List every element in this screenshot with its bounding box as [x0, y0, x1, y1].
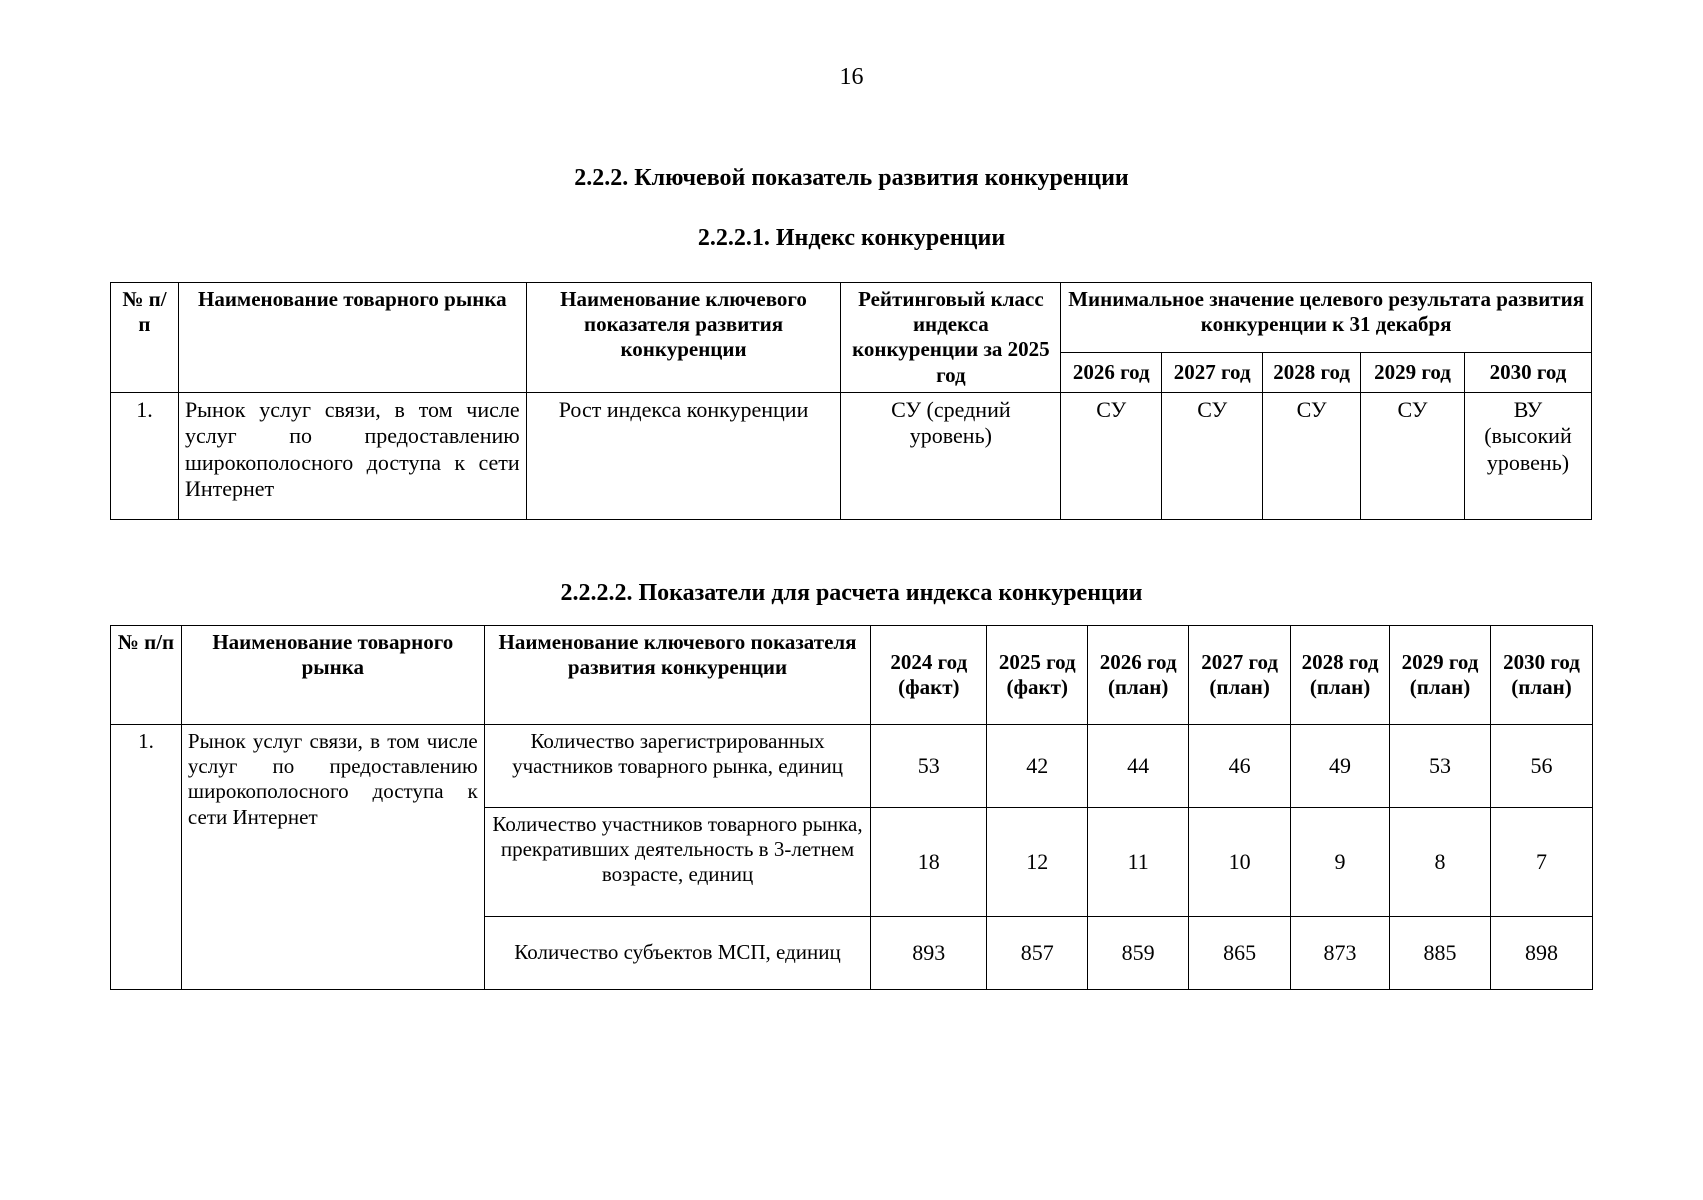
indicator-value: 7 — [1490, 808, 1592, 917]
indicator-value: 49 — [1291, 725, 1390, 808]
indicator-value: 11 — [1088, 808, 1189, 917]
competition-index-table — [110, 282, 1592, 520]
header-year: 2028 год (план) — [1291, 626, 1390, 725]
indicator-value: 46 — [1189, 725, 1291, 808]
header-indicator: Наименование ключевого показателя развития конкуренции — [484, 626, 871, 725]
header-year: 2030 год — [1464, 352, 1591, 392]
table1-title: 2.2.2.1. Индекс конкуренции — [697, 225, 1006, 251]
indicator-value: 9 — [1291, 808, 1390, 917]
market-name: Рынок услуг связи, в том числе услуг по предоставлению широкополосного доступа к сети Интернет — [181, 725, 484, 990]
header-rating: Рейтинговый класс индекса конкуренции за 2025 год — [841, 283, 1061, 393]
header-year: 2024 год (факт) — [871, 626, 987, 725]
indicator-name: Количество субъектов МСП, единиц — [484, 917, 871, 990]
header-year: 2030 год (план) — [1490, 626, 1592, 725]
header-num: № п/п — [111, 283, 179, 393]
target-value: СУ — [1162, 392, 1263, 519]
index-calculation-table — [110, 625, 1593, 990]
indicator-value: 857 — [987, 917, 1088, 990]
indicator-value: 12 — [987, 808, 1088, 917]
indicator-value: 865 — [1189, 917, 1291, 990]
indicator-value: 8 — [1390, 808, 1491, 917]
indicator-value: 56 — [1490, 725, 1592, 808]
header-market: Наименование товарного рынка — [181, 626, 484, 725]
indicator-value: 44 — [1088, 725, 1189, 808]
market-name: Рынок услуг связи, в том числе услуг по предоставлению широкополосного доступа к сети Интернет — [178, 392, 526, 519]
indicator-value: 893 — [871, 917, 987, 990]
target-value: СУ — [1061, 392, 1162, 519]
header-target: Минимальное значение целевого результата развития конкуренции к 31 декабря — [1061, 283, 1592, 353]
header-market: Наименование товарного рынка — [178, 283, 526, 393]
header-year: 2026 год — [1061, 352, 1162, 392]
header-year: 2028 год — [1263, 352, 1361, 392]
header-year: 2029 год (план) — [1390, 626, 1491, 725]
target-value: СУ — [1361, 392, 1465, 519]
section-title: 2.2.2. Ключевой показатель развития конкуренции — [574, 165, 1129, 191]
indicator-value: 42 — [987, 725, 1088, 808]
indicator-name: Рост индекса конкуренции — [526, 392, 841, 519]
indicator-value: 885 — [1390, 917, 1491, 990]
target-value: СУ — [1263, 392, 1361, 519]
header-num: № п/п — [111, 626, 182, 725]
header-year: 2027 год (план) — [1189, 626, 1291, 725]
header-year: 2026 год (план) — [1088, 626, 1189, 725]
page-number: 16 — [839, 64, 864, 90]
indicator-value: 859 — [1088, 917, 1189, 990]
indicator-value: 10 — [1189, 808, 1291, 917]
indicator-value: 18 — [871, 808, 987, 917]
target-value: ВУ (высокий уровень) — [1464, 392, 1591, 519]
indicator-value: 53 — [871, 725, 987, 808]
header-indicator: Наименование ключевого показателя развития конкуренции — [526, 283, 841, 393]
indicator-value: 873 — [1291, 917, 1390, 990]
header-year: 2029 год — [1361, 352, 1465, 392]
row-num: 1. — [111, 725, 182, 990]
row-num: 1. — [111, 392, 179, 519]
header-year: 2027 год — [1162, 352, 1263, 392]
table2-title: 2.2.2.2. Показатели для расчета индекса конкуренции — [560, 580, 1143, 606]
indicator-name: Количество участников товарного рынка, прекративших деятельность в 3-летнем возрасте, единиц — [484, 808, 871, 917]
indicator-name: Количество зарегистрированных участников товарного рынка, единиц — [484, 725, 871, 808]
indicator-value: 53 — [1390, 725, 1491, 808]
rating-class: СУ (средний уровень) — [841, 392, 1061, 519]
header-year: 2025 год (факт) — [987, 626, 1088, 725]
indicator-value: 898 — [1490, 917, 1592, 990]
